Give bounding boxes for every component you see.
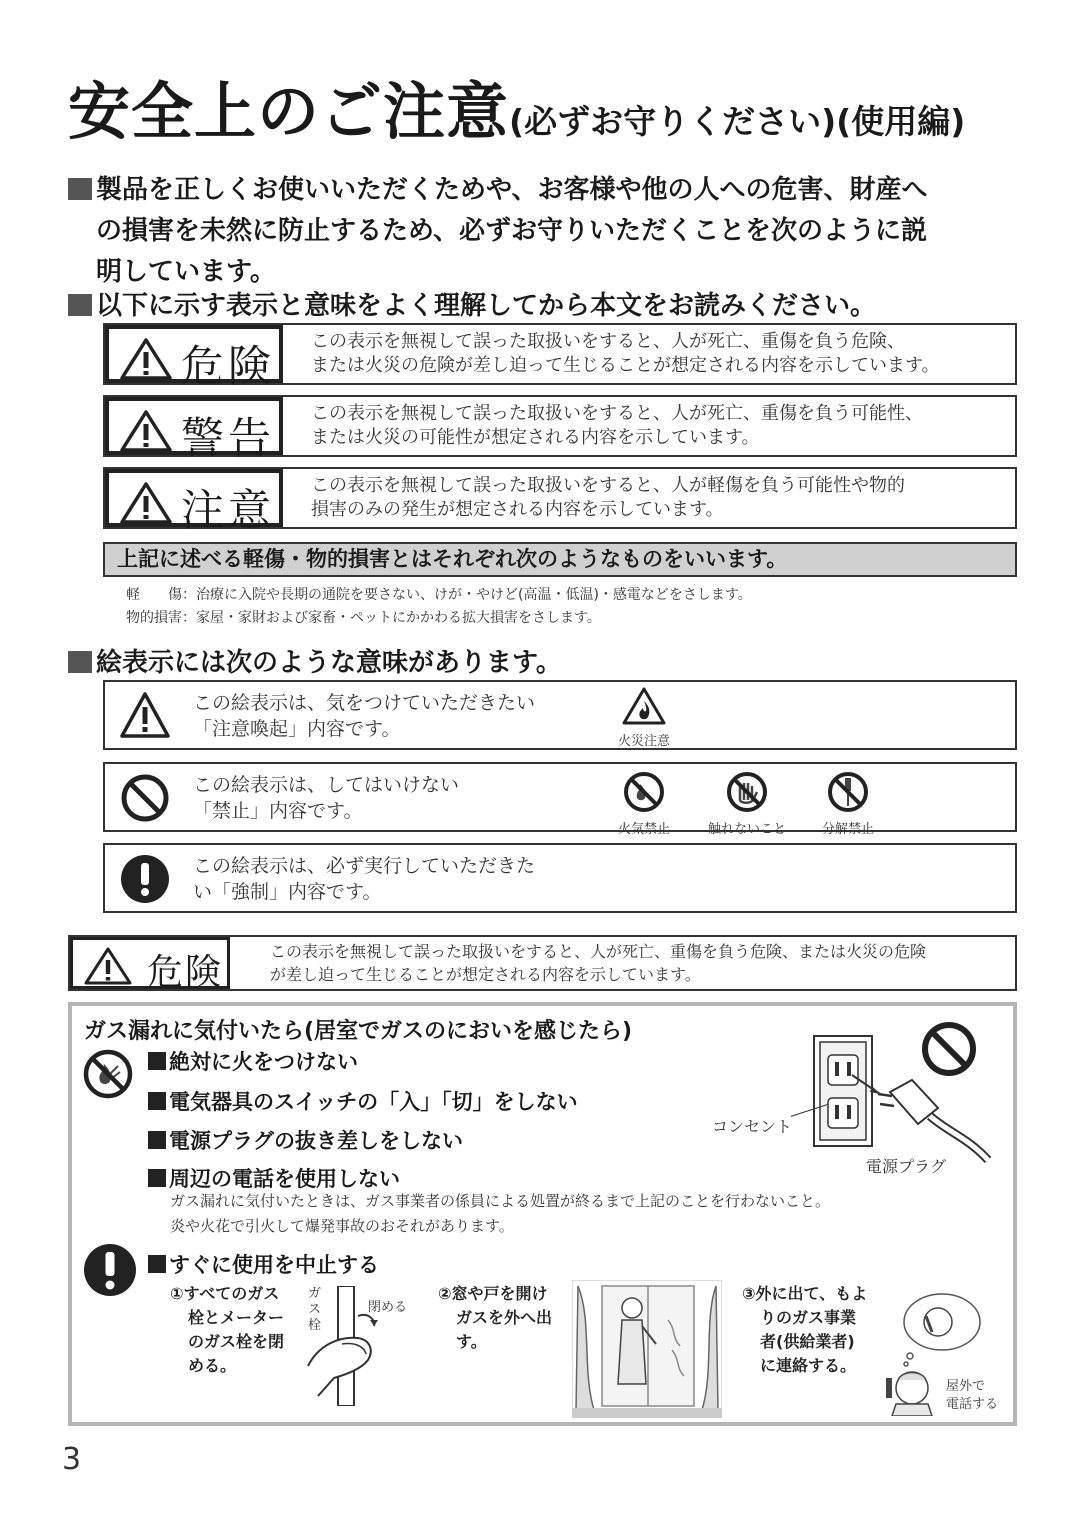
- gas-rule-item: [148, 1125, 463, 1155]
- pictogram-description: [193, 772, 593, 824]
- pictogram-box-prohibit: [103, 762, 1017, 837]
- square-bullet-icon: [148, 1092, 166, 1110]
- signal-label: [105, 325, 283, 392]
- square-bullet-icon: [148, 1169, 166, 1187]
- definition-minor-injury: 軽 傷：治療に入院や長期の通院を要さない、けが・やけど(高温・低温)・感電などをさします。: [126, 587, 752, 603]
- gas-rule-note-line: 炎や火花で引火して爆発事故のおそれがあります。: [170, 1217, 514, 1235]
- fire-caution-icon: [621, 686, 667, 726]
- fire-caution-example: [611, 686, 677, 749]
- outlet-plug-illustration: [808, 1020, 1008, 1174]
- signal-desc-line: この表示を無視して誤った取扱いをすると、人が死亡、重傷を負う危険、: [311, 331, 905, 352]
- step-3-line: ③外に出て、もよ: [742, 1284, 868, 1303]
- signal-box-warning: [103, 395, 1017, 464]
- prohibition-icon: [920, 1020, 978, 1082]
- title-main: 安全上のご注意: [68, 75, 510, 148]
- open-window-illustration: [572, 1280, 722, 1422]
- step-1-line: 栓とメーター: [188, 1308, 285, 1327]
- plug-label: 電源プラグ: [866, 1157, 947, 1176]
- step-3-text: [742, 1282, 867, 1378]
- no-fire-label: 火気禁止: [617, 822, 670, 837]
- danger-description: [270, 940, 1010, 986]
- step-1-line: ①すべてのガス: [170, 1284, 280, 1303]
- pictogram-desc-line: この絵表示は、必ず実行していただきた: [193, 855, 536, 877]
- gas-rule-text: 電源プラグの抜き差しをしない: [169, 1129, 463, 1153]
- intro-text-3: 明しています。: [96, 257, 276, 287]
- step-2-line: ガスを外へ出: [456, 1308, 553, 1327]
- gas-leak-box: [68, 1002, 1017, 1426]
- danger-word: 危険: [147, 952, 224, 993]
- injury-definitions: [126, 584, 752, 630]
- signal-label: [105, 469, 283, 536]
- pictogram-description: [193, 853, 593, 905]
- warning-triangle-icon: [119, 409, 173, 453]
- danger-desc-line: この表示を無視して誤った取扱いをすると、人が死亡、重傷を負う危険、または火災の危険: [270, 942, 927, 961]
- outdoor-call-line: 屋外で: [946, 1379, 986, 1394]
- signal-word: 注意: [181, 486, 275, 536]
- signal-desc-line: 損害のみの発生が想定される内容を示しています。: [311, 499, 724, 520]
- valve-hand-illustration: [298, 1286, 398, 1410]
- square-bullet-icon: [148, 1131, 166, 1149]
- signal-description: [311, 330, 1011, 378]
- page-title: [68, 62, 965, 151]
- no-disassembly-label: 分解禁止: [821, 822, 874, 837]
- pictogram-heading-text: 絵表示には次のような意味があります。: [96, 648, 562, 678]
- square-bullet-icon: [68, 178, 92, 200]
- intro-line: [68, 170, 1028, 211]
- pictogram-desc-line: い「強制」内容です。: [193, 881, 382, 903]
- gas-rule-note: [170, 1189, 830, 1239]
- no-disassembly-example: [813, 770, 883, 837]
- signal-word: 危険: [181, 342, 275, 392]
- stop-use-item: [148, 1249, 379, 1279]
- fire-caution-label: 火災注意: [617, 734, 670, 749]
- gas-rule-text: 絶対に火をつけない: [169, 1050, 358, 1074]
- warning-triangle-icon: [83, 946, 133, 986]
- danger-desc-line: が差し迫って生じることが想定される内容を示しています。: [270, 965, 701, 984]
- signal-description: [311, 474, 1011, 522]
- pictogram-desc-line: 「禁止」内容です。: [193, 800, 363, 822]
- intro-paragraph: [68, 170, 1028, 293]
- injury-note-bar: 上記に述べる軽傷・物的損害とはそれぞれ次のようなものをいいます。: [103, 542, 1017, 577]
- signal-section-heading: [68, 285, 876, 322]
- pictogram-desc-line: この絵表示は、気をつけていただきたい: [193, 692, 536, 714]
- step-1-line: のガス栓を閉: [188, 1332, 285, 1351]
- outdoor-call-line: 電話する: [946, 1397, 999, 1412]
- step-1-text: [170, 1282, 284, 1378]
- step-3-line: 者(供給業者): [760, 1332, 855, 1351]
- caution-triangle-icon: [119, 690, 171, 744]
- warning-triangle-icon: [119, 481, 173, 525]
- gas-valve-label: ガス栓: [308, 1286, 322, 1333]
- intro-text-1: 製品を正しくお使いいただくためや、お客様や他の人への危害、財産へ: [96, 175, 928, 205]
- close-label: 閉める: [368, 1300, 408, 1315]
- no-fire-icon: [622, 770, 666, 814]
- warning-triangle-icon: [119, 337, 173, 381]
- danger-label: [70, 937, 230, 993]
- pictogram-desc-line: 「注意喚起」内容です。: [193, 718, 401, 740]
- signal-desc-line: この表示を無視して誤った取扱いをすると、人が死亡、重傷を負う可能性、: [311, 403, 923, 424]
- gas-leak-heading: ガス漏れに気付いたら(居室でガスのにおいを感じたら): [84, 1019, 633, 1044]
- signal-description: [311, 402, 1011, 450]
- danger-block: [68, 935, 1017, 991]
- do-not-touch-example: [699, 770, 795, 837]
- signal-box-caution: [103, 467, 1017, 536]
- step-2-text: [438, 1282, 552, 1354]
- do-not-touch-icon: [725, 770, 769, 814]
- mandatory-icon: [82, 1242, 138, 1302]
- gas-rule-item: [148, 1046, 358, 1076]
- page-number: 3: [62, 1442, 82, 1477]
- definition-property-damage: 物的損害：家屋・家財および家畜・ペットにかかわる拡大損害をさします。: [126, 610, 601, 626]
- square-bullet-icon: [68, 294, 92, 316]
- signal-desc-line: この表示を無視して誤った取扱いをすると、人が軽傷を負う可能性や物的: [311, 475, 905, 496]
- step-1-line: める。: [188, 1356, 237, 1375]
- step-2-line: す。: [456, 1332, 487, 1351]
- outdoor-call-note: [946, 1378, 998, 1414]
- signal-heading-text: 以下に示す表示と意味をよく理解してから本文をお読みください。: [96, 291, 877, 321]
- pictogram-box-mandatory: [103, 843, 1017, 913]
- do-not-touch-label: 触れないこと: [707, 822, 786, 837]
- signal-desc-line: または火災の危険が差し迫って生じることが想定される内容を示しています。: [311, 355, 940, 376]
- gas-rule-note-line: ガス漏れに気付いたときは、ガス事業者の係員による処置が終るまで上記のことを行わないこと。: [170, 1192, 831, 1210]
- step-2-line: ②窓や戸を開け: [438, 1284, 548, 1303]
- gas-rule-text: 周辺の電話を使用しない: [169, 1167, 400, 1191]
- gas-rule-text: 電気器具のスイッチの「入」「切」をしない: [169, 1090, 578, 1114]
- no-disassembly-icon: [826, 770, 870, 814]
- gas-rule-item: [148, 1086, 578, 1116]
- title-sub: (必ずお守りください)(使用編): [509, 102, 966, 141]
- signal-box-danger: [103, 323, 1017, 392]
- pictogram-desc-line: この絵表示は、してはいけない: [193, 774, 460, 796]
- intro-text-2: の損害を未然に防止するため、必ずお守りいただくことを次のように説: [96, 216, 927, 246]
- signal-desc-line: または火災の可能性が想定される内容を示しています。: [311, 427, 760, 448]
- prohibition-icon: [119, 772, 171, 828]
- square-bullet-icon: [148, 1255, 166, 1273]
- stop-use-text: すぐに使用を中止する: [169, 1253, 379, 1277]
- square-bullet-icon: [68, 651, 92, 673]
- signal-word: 警告: [181, 414, 275, 464]
- pictogram-description: [193, 690, 593, 742]
- pictogram-box-caution: [103, 680, 1017, 750]
- step-3-line: に連絡する。: [760, 1356, 857, 1375]
- no-fire-example: [607, 770, 681, 837]
- mandatory-icon: [119, 853, 171, 909]
- square-bullet-icon: [148, 1052, 166, 1070]
- no-fire-icon: [82, 1048, 134, 1104]
- step-3-line: りのガス事業: [760, 1308, 857, 1327]
- outlet-label: コンセント: [712, 1117, 793, 1136]
- pictogram-section-heading: [68, 642, 562, 679]
- signal-label: [105, 397, 283, 464]
